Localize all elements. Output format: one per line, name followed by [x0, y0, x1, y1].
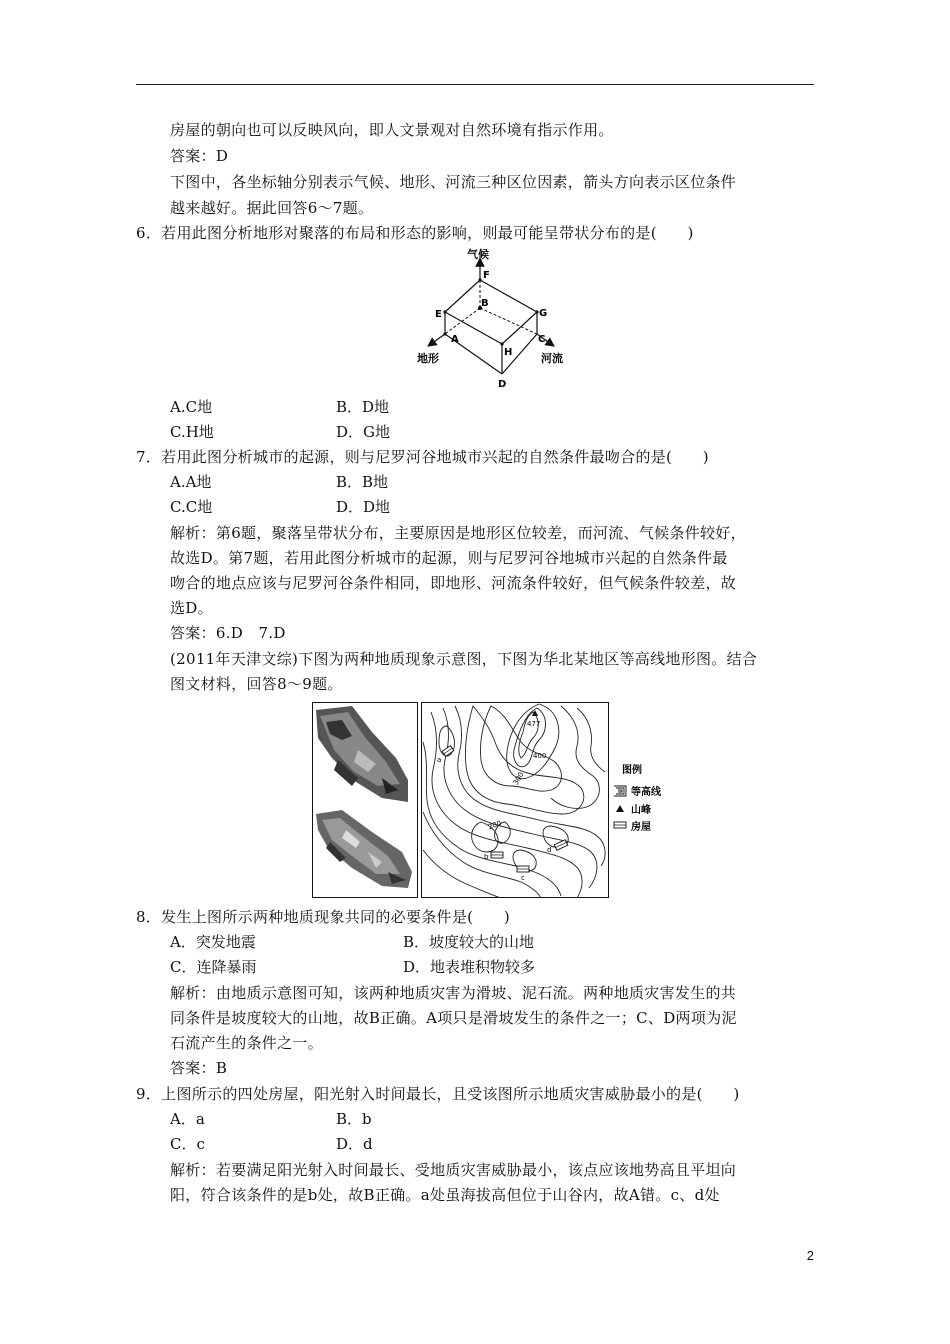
legend-contour-label: 等高线 — [631, 787, 661, 798]
text-line: 越来越好。据此回答6～7题。 — [170, 199, 374, 217]
option-6c: C.H地 — [170, 423, 214, 441]
option-7a: A.A地 — [170, 473, 212, 491]
explanation-line: 选D。 — [170, 599, 213, 617]
page-number: 2 — [806, 1248, 814, 1263]
explanation-line: 石流产生的条件之一。 — [170, 1034, 324, 1052]
option-6a: A.C地 — [170, 398, 213, 416]
option-9a: A．a — [170, 1110, 205, 1128]
axis-label-climate: 气候 — [467, 248, 489, 261]
option-8c: C．连降暴雨 — [170, 958, 257, 976]
explanation-line: 解析：第6题，聚落呈带状分布，主要原因是地形区位较差，而河流、气候条件较好， — [170, 524, 746, 542]
map-legend — [612, 760, 682, 838]
contour-topographic-map — [421, 702, 609, 898]
option-7c: C.C地 — [170, 498, 213, 516]
contour-legend-icon — [614, 786, 626, 796]
explanation-line: 同条件是坡度较大的山地，故B正确。A项只是滑坡发生的条件之一；C、D两项为泥 — [170, 1009, 737, 1027]
explanation-line: 吻合的地点应该与尼罗河谷条件相同，即地形、河流条件较好，但气候条件较差，故 — [170, 574, 737, 592]
peak-legend-icon — [616, 805, 624, 812]
answer-line: 答案：D — [170, 147, 229, 165]
svg-text:d: d — [547, 846, 552, 854]
point-label-c: C — [538, 334, 546, 345]
point-label-b: B — [481, 298, 489, 309]
answer-line: 答案：B — [170, 1059, 228, 1077]
question-6: 6．若用此图分析地形对聚落的布局和形态的影响，则最可能呈带状分布的是( ) — [136, 224, 694, 242]
svg-text:b: b — [484, 853, 489, 861]
header-rule — [136, 84, 814, 85]
legend-house-label: 房屋 — [631, 822, 651, 833]
geological-phenomena-illustration — [312, 702, 418, 898]
option-7d: D．D地 — [336, 498, 391, 516]
option-8d: D．地表堆积物较多 — [403, 958, 536, 976]
question-7: 7．若用此图分析城市的起源，则与尼罗河谷地城市兴起的自然条件最吻合的是( ) — [136, 448, 709, 466]
house-legend-icon — [614, 822, 626, 828]
explanation-line: 解析：由地质示意图可知，该两种地质灾害为滑坡、泥石流。两种地质灾害发生的共 — [170, 984, 737, 1002]
option-8a: A．突发地震 — [170, 933, 256, 951]
option-9b: B．b — [336, 1110, 372, 1128]
answer-line: 答案：6.D 7.D — [170, 624, 286, 642]
question-8: 8．发生上图所示两种地质现象共同的必要条件是( ) — [136, 908, 511, 926]
question-9: 9．上图所示的四处房屋，阳光射入时间最长，且受该图所示地质灾害威胁最小的是( ) — [136, 1085, 740, 1103]
text-line: (2011年天津文综)下图为两种地质现象示意图，下图为华北某地区等高线地形图。结合 — [170, 650, 758, 668]
point-label-a: A — [451, 334, 459, 345]
peak-elevation-label: 477 — [527, 720, 541, 728]
contour-label-400: 400 — [533, 752, 547, 760]
contour-label-200: 200 — [487, 819, 503, 832]
contour-label-300: 300 — [511, 770, 526, 787]
option-6d: D．G地 — [336, 423, 391, 441]
explanation-line: 解析：若要满足阳光射入时间最长、受地质灾害威胁最小，该点应该地势高且平坦向 — [170, 1161, 737, 1179]
axis-label-terrain: 地形 — [417, 352, 439, 365]
option-6b: B．D地 — [336, 398, 390, 416]
location-factor-cube-diagram — [405, 244, 580, 394]
svg-text:a: a — [437, 756, 442, 764]
point-label-h: H — [504, 347, 513, 358]
axis-label-river: 河流 — [541, 352, 563, 365]
legend-peak-label: 山峰 — [631, 805, 651, 816]
text-line: 房屋的朝向也可以反映风向，即人文景观对自然环境有指示作用。 — [170, 121, 614, 139]
legend-title: 图例 — [622, 765, 642, 776]
text-line: 下图中，各坐标轴分别表示气候、地形、河流三种区位因素，箭头方向表示区位条件 — [170, 173, 737, 191]
point-label-e: E — [435, 309, 442, 320]
option-9c: C．c — [170, 1135, 205, 1153]
svg-text:c: c — [521, 874, 525, 882]
option-9d: D．d — [336, 1135, 373, 1153]
explanation-line: 阳，符合该条件的是b处，故B正确。a处虽海拔高但位于山谷内，故A错。c、d处 — [170, 1186, 720, 1204]
point-label-g: G — [539, 308, 548, 319]
text-line: 图文材料，回答8～9题。 — [170, 675, 343, 693]
option-7b: B．B地 — [336, 473, 389, 491]
option-8b: B．坡度较大的山地 — [403, 933, 535, 951]
point-label-f: F — [483, 270, 490, 281]
point-label-d: D — [498, 379, 507, 390]
explanation-line: 故选D。第7题，若用此图分析城市的起源，则与尼罗河谷地城市兴起的自然条件最 — [170, 549, 728, 567]
